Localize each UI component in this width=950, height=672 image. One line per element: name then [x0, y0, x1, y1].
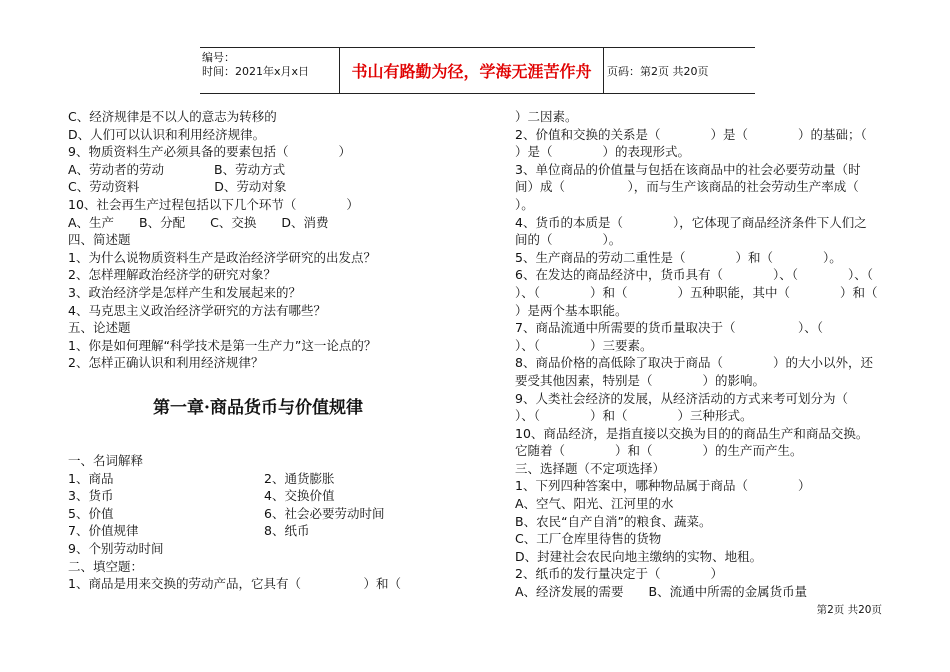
text-line: 10、商品经济，是指直接以交换为目的的商品生产和商品交换。 [515, 425, 869, 441]
left-column-lower [68, 452, 488, 593]
term-row [68, 487, 488, 505]
section-heading: 三、选择题（不定项选择） [515, 460, 666, 476]
text-line: 2、怎样理解政治经济学的研究对象？ [68, 267, 276, 283]
term: 2、通货膨胀 [264, 470, 335, 486]
text-line: ）二因素。 [515, 109, 578, 124]
text-line: 4、货币的本质是（ ），它体现了商品经济条件下人们之 [515, 214, 867, 230]
text-line: 1、商品是用来交换的劳动产品，它具有（ ）和（ [68, 576, 401, 592]
term-row [68, 470, 488, 488]
text-line: A、经济发展的需要 B、流通中所需的金属货币量 [515, 584, 808, 600]
header-time-label: 时间：2021年x月x日 [202, 65, 310, 78]
term: 3、货币 [68, 488, 114, 504]
term: 9、个别劳动时间 [68, 540, 164, 556]
text-line: A、空气、阳光、江河里的水 [515, 496, 674, 512]
text-line: 8、商品价格的高低除了取决于商品（ ）的大小以外，还 [515, 355, 873, 371]
text-line: ）是两个基本职能。 [515, 302, 628, 318]
text-line: ）。 [515, 196, 534, 212]
text-line: 5、生产商品的劳动二重性是（ ）和（ ）。 [515, 249, 842, 265]
term: 1、商品 [68, 470, 114, 486]
text-line: D、人们可以认识和利用经济规律。 [68, 126, 266, 142]
term: 8、纸币 [264, 523, 310, 539]
text-line: 1、为什么说物质资料生产是政治经济学研究的出发点？ [68, 249, 376, 265]
header-page-info: 页码：第2页 共20页 [607, 64, 709, 78]
text-line: C、工厂仓库里待售的货物 [515, 531, 662, 547]
term-row [68, 522, 488, 540]
text-line: 7、商品流通中所需要的货币量取决于（ ）、（ [515, 320, 823, 336]
chapter-title: 第一章·商品货币与价值规律 [153, 398, 363, 418]
term: 7、价值规律 [68, 523, 139, 539]
text-line: C、经济规律是不以人的意志为转移的 [68, 109, 277, 124]
section-heading: 一、名词解释 [68, 453, 144, 468]
text-line: 间）成（ ），而与生产该商品的社会劳动生产率成（ [515, 179, 859, 195]
text-line: ）、（ ）三要素。 [515, 337, 653, 353]
text-line: 2、价值和交换的关系是（ ）是（ ）的基础；（ [515, 126, 867, 142]
header-motto: 书山有路勤为径，学海无涯苦作舟 [339, 48, 604, 93]
text-line: 它随着（ ）和（ ）的生产而产生。 [515, 443, 803, 459]
right-column [515, 108, 885, 601]
page-footer: 第2页 共20页 [816, 604, 882, 616]
section-heading: 二、填空题： [68, 558, 144, 574]
section-heading: 四、简述题 [68, 232, 131, 248]
section-heading: 五、论述题 [68, 320, 131, 336]
left-column-upper [68, 108, 488, 372]
text-line: 9、物质资料生产必须具备的要素包括（ ） [68, 144, 351, 160]
page-header [200, 47, 755, 94]
text-line: B、农民“自产自消”的粮食、蔬菜。 [515, 513, 712, 529]
text-line: 2、怎样正确认识和利用经济规律？ [68, 355, 264, 371]
text-line: 4、马克思主义政治经济学研究的方法有哪些？ [68, 302, 326, 318]
text-line: 1、下列四种答案中，哪种物品属于商品（ ） [515, 478, 811, 494]
text-line: 3、政治经济学是怎样产生和发展起来的？ [68, 284, 301, 300]
text-line: ）、（ ）和（ ）三种形式。 [515, 408, 753, 424]
text-line: D、封建社会农民向地主缴纳的实物、地租。 [515, 548, 763, 564]
text-line: 间的（ ）。 [515, 232, 622, 248]
text-line: ）是（ ）的表现形式。 [515, 144, 691, 160]
term: 4、交换价值 [264, 488, 335, 504]
text-line: 要受其他因素，特别是（ ）的影响。 [515, 372, 766, 388]
text-line: 3、单位商品的价值量与包括在该商品中的社会必要劳动量（时 [515, 161, 861, 177]
header-number-label: 编号： [202, 51, 235, 64]
text-line: ）、（ ）和（ ）五种职能，其中（ ）和（ [515, 284, 878, 300]
text-line: 10、社会再生产过程包括以下几个环节（ ） [68, 196, 359, 212]
text-line: C、劳动资料 D、劳动对象 [68, 179, 287, 195]
text-line: 6、在发达的商品经济中，货币具有（ ）、（ ）、（ [515, 267, 873, 283]
term-row [68, 505, 488, 523]
text-line: 2、纸币的发行量决定于（ ） [515, 566, 723, 582]
term: 6、社会必要劳动时间 [264, 505, 385, 521]
text-line: A、生产 B、分配 C、交换 D、消费 [68, 214, 329, 230]
term: 5、价值 [68, 505, 114, 521]
text-line: 9、人类社会经济的发展，从经济活动的方式来考可划分为（ [515, 390, 848, 406]
text-line: 1、你是如何理解“科学技术是第一生产力”这一论点的？ [68, 337, 377, 353]
text-line: A、劳动者的劳动 B、劳动方式 [68, 161, 286, 177]
header-meta [200, 48, 339, 93]
